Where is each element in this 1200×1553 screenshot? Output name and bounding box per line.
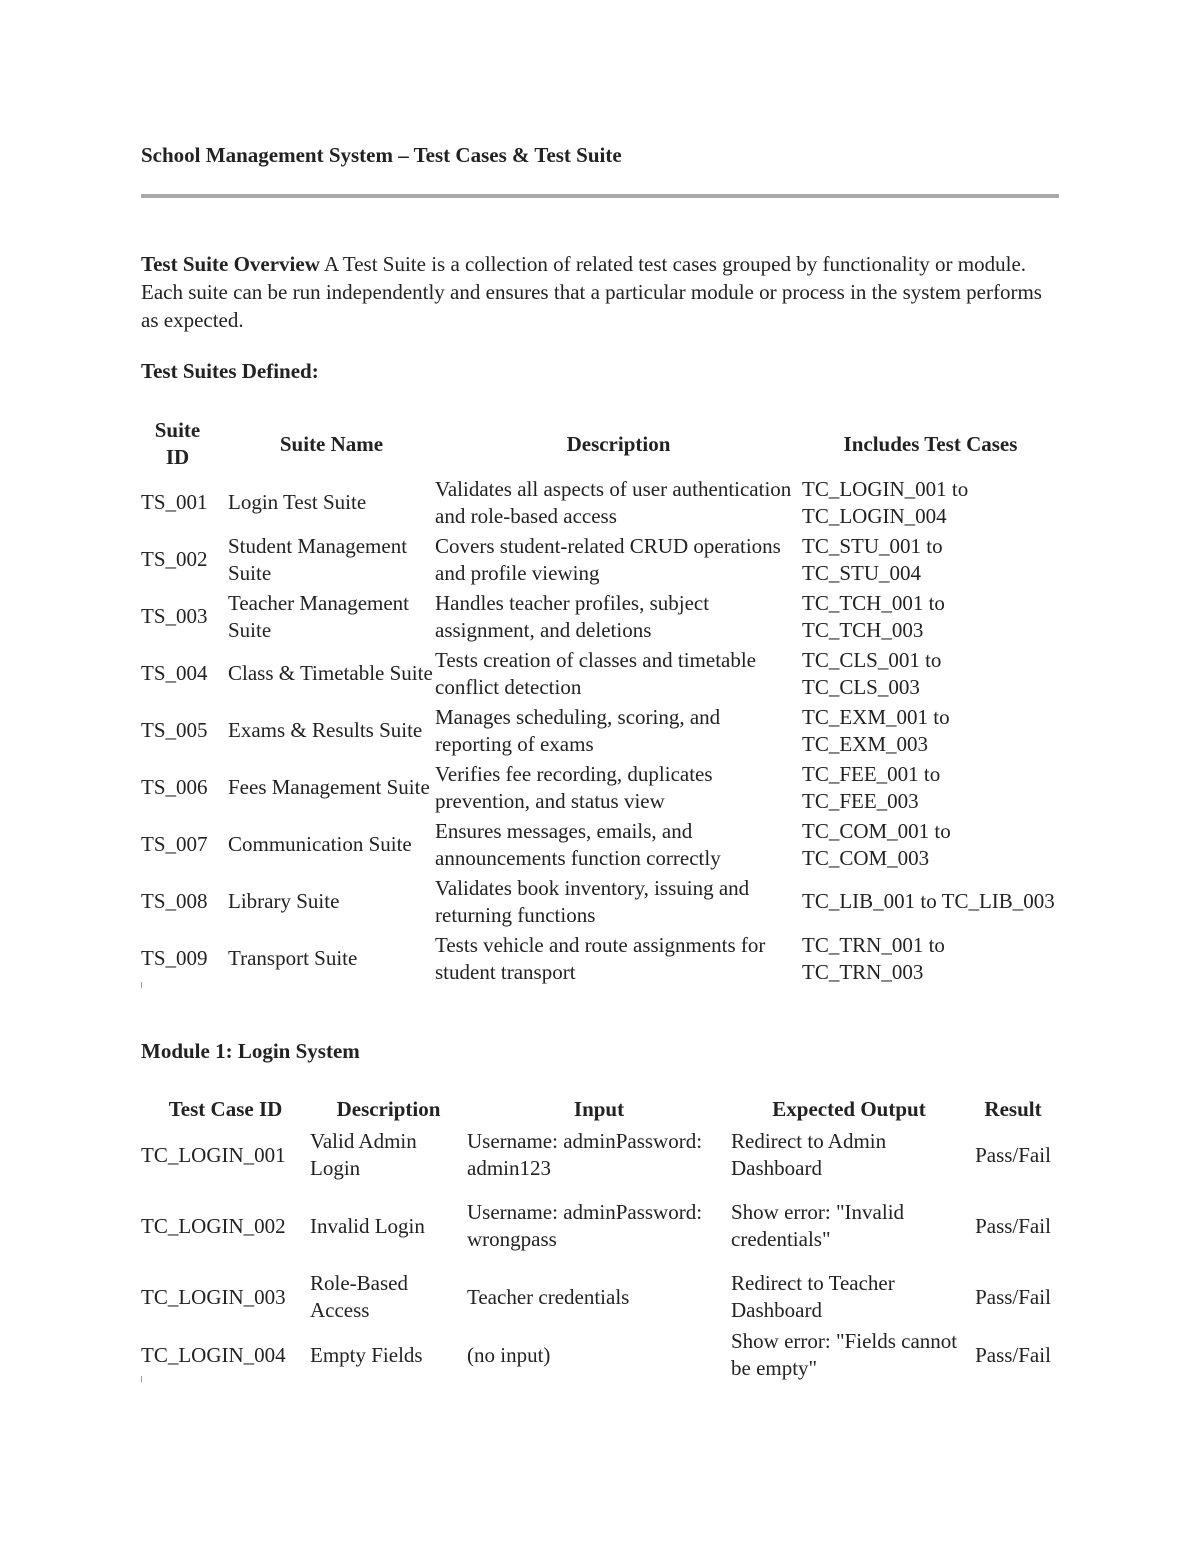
suite-cases-cell: TC_TCH_001 to TC_TCH_003	[802, 590, 945, 642]
table-row	[141, 474, 1059, 531]
suite-description-cell: Tests vehicle and route assignments for student transport	[435, 932, 766, 984]
suite-id-cell: TS_003	[141, 604, 208, 628]
suite-description-cell: Covers student-related CRUD operations and profile viewing	[435, 533, 781, 585]
table-end-marker	[141, 1376, 142, 1382]
test-case-input-cell: (no input)	[467, 1342, 551, 1367]
suite-description-cell: Tests creation of classes and timetable conflict detection	[435, 647, 756, 699]
module-heading: Module 1: Login System	[141, 1039, 360, 1063]
table-row	[141, 1126, 1059, 1184]
suite-name-cell: Student Management Suite	[228, 533, 408, 585]
column-header-input: Input	[573, 1096, 625, 1121]
table-row	[141, 1184, 1059, 1268]
column-header-suite-id: Suite ID	[154, 418, 201, 469]
column-header-result: Result	[984, 1096, 1042, 1121]
test-case-description-cell: Empty Fields	[310, 1342, 423, 1367]
column-header-suite-name: Suite Name	[279, 431, 384, 456]
suite-cases-cell: TC_CLS_001 to TC_CLS_003	[802, 647, 942, 699]
test-case-expected-cell: Redirect to Admin Dashboard	[731, 1129, 887, 1180]
suite-id-cell: TS_008	[141, 889, 208, 913]
column-header-description: Description	[336, 1096, 441, 1121]
suite-name-cell: Library Suite	[228, 889, 340, 913]
suite-name-cell: Fees Management Suite	[228, 775, 430, 799]
horizontal-rule	[141, 194, 1059, 198]
table-row	[141, 1268, 1059, 1326]
table-row	[141, 873, 1059, 930]
suite-name-cell: Exams & Results Suite	[228, 718, 423, 742]
test-case-expected-cell: Show error: "Invalid credentials"	[731, 1200, 905, 1251]
suite-cases-cell: TC_LIB_001 to TC_LIB_003	[802, 889, 1055, 913]
suite-name-cell: Class & Timetable Suite	[228, 661, 433, 685]
overview-text: A Test Suite is a collection of related test cases grouped by functionality or module. Each suite can be run independently and ensures that a particular module or process in the system performs as expected.	[141, 252, 1042, 332]
test-case-result-cell: Pass/Fail	[975, 1213, 1051, 1238]
suite-description-cell: Validates all aspects of user authentication and role-based access	[435, 476, 792, 528]
suite-description-cell: Handles teacher profiles, subject assignment, and deletions	[435, 590, 710, 642]
column-header-expected-output: Expected Output	[772, 1096, 926, 1121]
table-row	[141, 588, 1059, 645]
test-case-description-cell: Valid Admin Login	[310, 1129, 417, 1180]
test-case-result-cell: Pass/Fail	[975, 1142, 1051, 1167]
suite-cases-cell: TC_LOGIN_001 to TC_LOGIN_004	[802, 476, 969, 528]
test-cases-table	[141, 1092, 1059, 1384]
suite-description-cell: Validates book inventory, issuing and returning functions	[435, 875, 750, 927]
overview-label: Test Suite Overview	[141, 252, 320, 276]
column-header-test-case-id: Test Case ID	[168, 1096, 283, 1121]
test-case-id-cell: TC_LOGIN_001	[141, 1142, 286, 1167]
test-case-input-cell: Username: adminPassword: admin123	[467, 1129, 703, 1180]
test-case-expected-cell: Show error: "Fields cannot be empty"	[731, 1329, 958, 1380]
suite-name-cell: Teacher Management Suite	[228, 590, 410, 642]
test-case-result-cell: Pass/Fail	[975, 1284, 1051, 1309]
suite-description-cell: Verifies fee recording, duplicates prevention, and status view	[435, 761, 713, 813]
table-end-marker	[141, 982, 142, 988]
suite-description-cell: Ensures messages, emails, and announcements function correctly	[435, 818, 721, 870]
suite-id-cell: TS_001	[141, 490, 208, 514]
test-case-id-cell: TC_LOGIN_004	[141, 1342, 286, 1367]
overview-paragraph	[141, 250, 1059, 334]
suite-id-cell: TS_002	[141, 547, 208, 571]
suite-cases-cell: TC_FEE_001 to TC_FEE_003	[802, 761, 941, 813]
test-case-result-cell: Pass/Fail	[975, 1342, 1051, 1367]
suite-description-cell: Manages scheduling, scoring, and reporting of exams	[435, 704, 721, 756]
test-suites-table	[141, 414, 1059, 987]
column-header-description: Description	[566, 431, 671, 456]
table-header-row	[141, 1092, 1059, 1126]
table-row	[141, 531, 1059, 588]
suite-id-cell: TS_005	[141, 718, 208, 742]
test-case-input-cell: Teacher credentials	[467, 1284, 630, 1309]
table-row	[141, 645, 1059, 702]
column-header-includes-test-cases: Includes Test Cases	[843, 431, 1018, 456]
test-case-description-cell: Invalid Login	[310, 1213, 425, 1238]
page-title: School Management System – Test Cases & Test Suite	[141, 143, 622, 167]
suite-name-cell: Communication Suite	[228, 832, 412, 856]
suite-id-cell: TS_009	[141, 946, 208, 970]
suite-cases-cell: TC_COM_001 to TC_COM_003	[802, 818, 951, 870]
table-row	[141, 816, 1059, 873]
test-case-description-cell: Role-Based Access	[310, 1271, 408, 1322]
test-case-input-cell: Username: adminPassword: wrongpass	[467, 1200, 703, 1251]
table-row	[141, 702, 1059, 759]
suite-cases-cell: TC_STU_001 to TC_STU_004	[802, 533, 943, 585]
table-row	[141, 930, 1059, 987]
suite-id-cell: TS_007	[141, 832, 208, 856]
suite-name-cell: Login Test Suite	[228, 490, 367, 514]
suite-name-cell: Transport Suite	[228, 946, 358, 970]
suite-cases-cell: TC_EXM_001 to TC_EXM_003	[802, 704, 950, 756]
suite-cases-cell: TC_TRN_001 to TC_TRN_003	[802, 932, 945, 984]
suite-id-cell: TS_004	[141, 661, 208, 685]
suite-id-cell: TS_006	[141, 775, 208, 799]
test-case-id-cell: TC_LOGIN_003	[141, 1284, 286, 1309]
table-row	[141, 759, 1059, 816]
suites-heading: Test Suites Defined:	[141, 359, 319, 383]
test-case-expected-cell: Redirect to Teacher Dashboard	[731, 1271, 895, 1322]
test-case-id-cell: TC_LOGIN_002	[141, 1213, 286, 1238]
table-header-row	[141, 414, 1059, 474]
table-row	[141, 1326, 1059, 1384]
